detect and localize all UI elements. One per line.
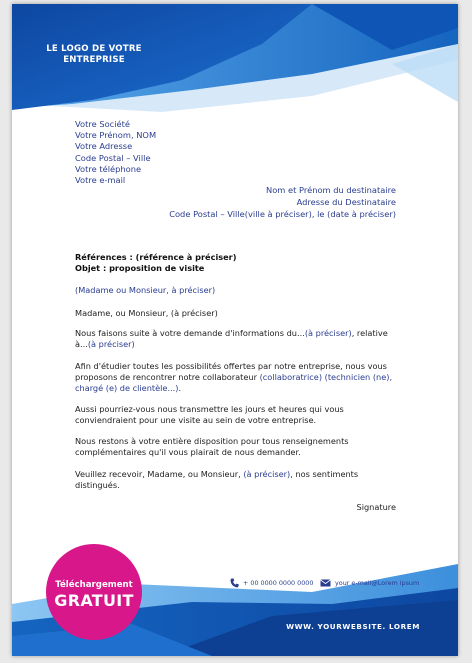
paragraph-4: Nous restons à votre entière disposition pour tous renseignements complémentaires qu'il vous plairait de nous demander. xyxy=(75,436,349,458)
paragraph-1-text-a: Nous faisons suite à votre demande d'informations du... xyxy=(75,328,305,338)
paragraph-3: Aussi pourriez-vous nous transmettre les jours et heures qui vous conviendraient pour une visite au sein de votre entreprise. xyxy=(75,404,344,426)
footer-phone xyxy=(230,577,313,589)
badge-line-1: Téléchargement xyxy=(55,580,133,590)
paragraph-2-text-b: . xyxy=(178,383,182,394)
paragraph-2-highlight: (collaboratrice) (technicien (ne), chargé (e) de clientèle...) xyxy=(75,372,393,394)
greeting: Madame, ou Monsieur, (à préciser) xyxy=(75,308,218,318)
envelope-icon xyxy=(320,579,331,587)
logo-line-1: LE LOGO DE VOTRE xyxy=(46,44,142,54)
sender-postal: Code Postal – Ville xyxy=(75,152,151,163)
paragraph-5-highlight: (à préciser) xyxy=(243,469,291,479)
free-download-badge[interactable] xyxy=(46,544,142,640)
paragraph-1-highlight-b: (à préciser) xyxy=(87,339,135,350)
sender-block xyxy=(75,119,156,186)
salutation-highlight: (Madame ou Monsieur, à préciser) xyxy=(75,285,216,295)
sender-company: Votre Société xyxy=(75,119,131,129)
sender-email: Votre e-mail xyxy=(75,175,126,186)
footer-email-text: your e-mail@Lorem ipsum xyxy=(335,579,420,587)
paragraph-1-text-b: , relative à... xyxy=(75,328,388,350)
recipient-address: Adresse du Destinataire xyxy=(296,196,396,207)
logo-line-2: ENTREPRISE xyxy=(63,55,125,65)
footer-phone-text: + 00 0000 0000 0000 xyxy=(243,579,314,587)
sender-address: Votre Adresse xyxy=(75,141,133,152)
recipient-block xyxy=(169,185,396,220)
phone-icon xyxy=(230,578,239,588)
sender-name: Votre Prénom, NOM xyxy=(75,130,157,141)
paragraph-5-text-b: , nos sentiments distingués. xyxy=(75,469,359,491)
sender-phone: Votre téléphone xyxy=(75,163,142,174)
letter-page xyxy=(12,4,458,656)
references-line: Références : (référence à préciser) xyxy=(75,252,237,262)
footer-email xyxy=(320,577,419,589)
paragraph-1-highlight-a: (à préciser) xyxy=(304,328,352,338)
recipient-name: Nom et Prénom du destinataire xyxy=(266,185,396,195)
subject-line: Objet : proposition de visite xyxy=(75,263,205,273)
recipient-postal-date: Code Postal – Ville(ville à préciser), le (date à préciser) xyxy=(169,208,396,219)
paragraph-5 xyxy=(75,469,400,491)
footer-website: WWW. YOURWEBSITE. LOREM xyxy=(286,622,420,631)
badge-line-2: GRATUIT xyxy=(54,591,134,610)
paragraph-2-text-a: Afin d'étudier toutes les possibilités offertes par notre entreprise, nous vous proposons de rencontrer notre collaborateur xyxy=(75,361,387,383)
references-block xyxy=(75,252,236,274)
signature: Signature xyxy=(356,502,396,512)
paragraph-1 xyxy=(75,328,400,350)
paragraph-5-text-a: Veuillez recevoir, Madame, ou Monsieur, xyxy=(75,469,244,479)
company-logo-placeholder xyxy=(34,44,154,66)
paragraph-2 xyxy=(75,361,400,395)
